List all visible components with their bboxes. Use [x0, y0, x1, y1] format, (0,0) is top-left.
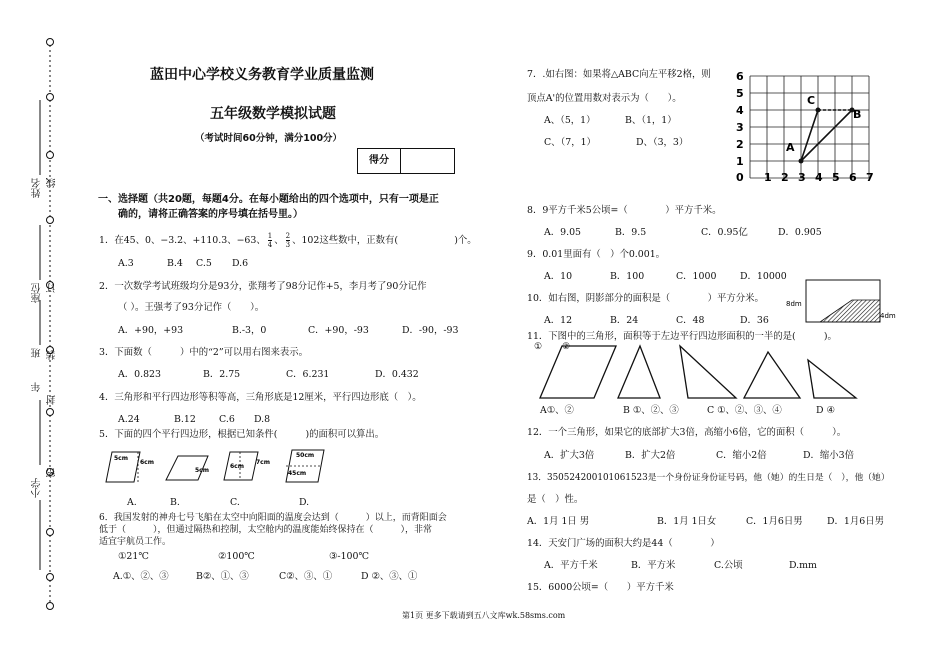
q9-option-b[interactable]: B．100 [610, 271, 645, 282]
q5-label: 5cm [114, 455, 128, 462]
section1-heading: 一、选择题（共20题，每题4分。在每小题给出的四个选项中，只有一项是正 [98, 194, 439, 205]
q11-option-b[interactable]: B ①、②、③ [623, 405, 679, 416]
school-title: 蓝田中心学校义务教育学业质量监测 [150, 67, 374, 83]
y-tick-label: 6 [736, 70, 744, 83]
q5-label: 7cm [256, 459, 270, 466]
x-tick-label: 2 [781, 171, 789, 184]
page-footer: 第1页 更多下载请到五八文库wk.58sms.com [402, 611, 566, 620]
q4-option-a[interactable]: A.24 [118, 414, 140, 425]
q10-option-d[interactable]: D．36 [740, 315, 769, 326]
q13-option-a[interactable]: A．1月 1日 男 [527, 516, 590, 527]
q3-option-a[interactable]: A．0.823 [118, 369, 161, 380]
q10-option-c[interactable]: C．48 [676, 315, 705, 326]
q2-option-c[interactable]: C．+90，-93 [308, 325, 369, 336]
q10-width-label: 4dm [880, 312, 896, 320]
q5-option-d[interactable]: D. [299, 497, 310, 508]
q6-choice-3: ③-100℃ [329, 551, 369, 562]
q8-option-c[interactable]: C．0.95亿 [701, 227, 748, 238]
q6-choice-1: ①21℃ [118, 551, 149, 562]
q10-option-b[interactable]: B．24 [610, 315, 639, 326]
q10-shaded-region [820, 300, 880, 322]
score-box [357, 148, 455, 174]
y-tick-label: 2 [736, 138, 744, 151]
x-tick-label: 1 [764, 171, 772, 184]
q7-coordinate-grid [728, 68, 878, 186]
q13-text: 13．350524200101061523是一个身份证身份证号码，他（她）的生日是（ ），他（她） [527, 473, 890, 483]
q6-option-c[interactable]: C②、③、① [279, 571, 333, 582]
q8-option-a[interactable]: A．9.05 [544, 227, 582, 238]
q14-option-b[interactable]: B．平方米 [631, 560, 676, 571]
q12-option-a[interactable]: A．扩大3倍 [544, 450, 595, 461]
q5-label: 6cm [230, 463, 244, 470]
q8-text: 8．9平方千米5公顷=（ ）平方千米。 [527, 205, 722, 216]
q5-label: 50cm [296, 452, 315, 459]
q4-option-b[interactable]: B.12 [174, 414, 196, 425]
q6-text-cont: 低于（ ），但通过隔热和控制，太空舱内的温度能始终保持在（ ），非常 [99, 525, 433, 535]
q7-text: 7．.如右图：如果将△ABC向左平移2格，则 [527, 69, 711, 80]
binding-hole [47, 94, 54, 101]
q12-option-b[interactable]: B．扩大2倍 [625, 450, 676, 461]
q1-option-a[interactable]: A.3 [118, 258, 134, 269]
q6-option-a[interactable]: A.①、②、③ [113, 571, 169, 582]
x-tick-label: 0 [736, 171, 744, 184]
score-field[interactable] [401, 149, 454, 173]
q11-shapes-figure [532, 338, 892, 406]
q6-choice-2: ②100℃ [218, 551, 255, 562]
q11-option-a[interactable]: A①、② [540, 405, 574, 416]
q6-option-b[interactable]: B②、①、③ [196, 571, 249, 582]
q11-label: ② [562, 342, 571, 352]
q1-option-d[interactable]: D.6 [232, 258, 249, 269]
q5-label: 5cm [195, 467, 209, 474]
q11-triangle-3 [744, 352, 800, 398]
ding-label: 订 [47, 283, 58, 293]
q11-parallelogram [540, 346, 616, 398]
q11-text: 11．下图中的三角形，面积等于左边平行四边形面积的一半的是( )。 [527, 331, 837, 342]
q14-option-d[interactable]: D.mm [789, 560, 817, 571]
q7-point-label-c: C [807, 94, 816, 107]
q9-text: 9．0.01里面有（ ）个0.001。 [527, 249, 666, 260]
q7-option-a[interactable]: A、（5，1） [544, 115, 596, 126]
x-tick-label: 4 [815, 171, 823, 184]
q11-option-c[interactable]: C ①、②、③、④ [707, 405, 782, 416]
q5-label: 6cm [140, 459, 154, 466]
q2-option-b[interactable]: B.-3，0 [232, 325, 267, 336]
q14-text: 14．天安门广场的面积大约是44（ ） [527, 538, 720, 549]
q14-option-a[interactable]: A．平方千米 [544, 560, 598, 571]
q5-text: 5．下面的四个平行四边形，根据已知条件( )的面积可以算出。 [99, 429, 385, 440]
q11-triangle-1 [618, 346, 660, 398]
q11-triangle-2 [680, 346, 736, 398]
score-label: 得分 [358, 149, 401, 173]
q5-option-a[interactable]: A. [127, 497, 137, 508]
section1-heading-cont: 确的，请将正确答案的序号填在括号里。） [118, 209, 303, 220]
y-tick-label: 4 [736, 104, 744, 117]
q13-text-cont: 是（ ）性。 [527, 494, 584, 505]
q2-text: 2．一次数学考试班级均分是93分，张翔考了98分记作+5，李月考了90分记作 [99, 281, 427, 292]
q7-point-c [816, 108, 821, 113]
q9-option-c[interactable]: C．1000 [676, 271, 717, 282]
q5-option-b[interactable]: B. [170, 497, 180, 508]
binding-hole [47, 529, 54, 536]
q3-text: 3．下面数（ ）中的“2”可以用右图来表示。 [99, 347, 309, 358]
q6-text: 6．我国发射的神舟七号飞船在太空中向阳面的温度会达到（ ）以上，而背阳面会 [99, 513, 447, 523]
x-tick-label: 7 [866, 171, 874, 184]
q10-height-label: 8dm [786, 300, 802, 308]
zhuang-label: 装 [47, 350, 58, 360]
q1-option-c[interactable]: C.5 [196, 258, 212, 269]
q12-text: 12．一个三角形，如果它的底部扩大3倍，高缩小6倍，它的面积（ ）。 [527, 427, 847, 438]
q4-text: 4．三角形和平行四边形等积等高，三角形底是12厘米，平行四边形底（ ）。 [99, 392, 422, 403]
q2-option-a[interactable]: A．+90，+93 [118, 325, 184, 336]
exam-info: （考试时间60分钟，满分100分） [195, 133, 343, 144]
q2-text-cont: （ ）。王强考了93分记作（ ）。 [118, 302, 265, 313]
q10-option-a[interactable]: A．12 [544, 315, 573, 326]
q4-option-c[interactable]: C.6 [219, 414, 235, 425]
q9-option-d[interactable]: D．10000 [740, 271, 787, 282]
q3-option-d[interactable]: D．0.432 [375, 369, 419, 380]
binding-hole [47, 409, 54, 416]
binding-hole [47, 574, 54, 581]
y-tick-label: 3 [736, 121, 744, 134]
q12-option-d[interactable]: D．缩小3倍 [803, 450, 854, 461]
q5-label: 45cm [288, 470, 307, 477]
q6-option-d[interactable]: D ②、③、① [361, 571, 418, 582]
binding-hole [47, 39, 54, 46]
q12-option-c[interactable]: C．缩小2倍 [716, 450, 767, 461]
q10-text: 10．如右图，阴影部分的面积是（ ）平方分米。 [527, 293, 764, 304]
q9-option-a[interactable]: A．10 [544, 271, 573, 282]
q7-point-label-b: B [853, 108, 862, 121]
q1-text: 1．在45、0、−3.2、+110.3、−63、 $\frac{1}{4}$ 、 $\frac{2}{3}$ 、102这些数中，正数有( )个。 [99, 232, 477, 249]
q2-option-d[interactable]: D．-90，-93 [402, 325, 459, 336]
grade-label: 年 [32, 382, 43, 392]
q1-option-b[interactable]: B.4 [167, 258, 183, 269]
name-label: 姓名 [32, 178, 43, 198]
q14-option-c[interactable]: C.公顷 [714, 560, 743, 571]
x-tick-label: 6 [849, 171, 857, 184]
q13-option-b[interactable]: B．1月 1日女 [657, 516, 717, 527]
q10-shaded-figure [784, 276, 904, 328]
q13-option-d[interactable]: D．1月6日男 [827, 516, 884, 527]
mi-label: 密 [47, 468, 58, 478]
binding-hole [47, 152, 54, 159]
q6-text-cont2: 适宜宇航员工作。 [99, 537, 172, 547]
q5-option-c[interactable]: C. [230, 497, 240, 508]
seat-label: 座位 [32, 283, 43, 303]
q8-option-d[interactable]: D．0.905 [778, 227, 822, 238]
feng-label: 封 [47, 395, 58, 405]
x-tick-label: 5 [832, 171, 840, 184]
q11-option-d[interactable]: D ④ [816, 405, 835, 416]
y-tick-label: 5 [736, 87, 744, 100]
q11-triangle-4 [808, 360, 856, 398]
q7-option-b[interactable]: B、（1，1） [625, 115, 677, 126]
q11-label: ① [534, 342, 543, 352]
q7-point-a [799, 159, 804, 164]
q4-option-d[interactable]: D.8 [254, 414, 271, 425]
q7-point-label-a: A [786, 141, 795, 154]
binding-strip [0, 0, 80, 658]
q15-text: 15．6000公顷=（ ）平方千米 [527, 582, 674, 593]
exam-title: 五年级数学模拟试题 [210, 106, 336, 122]
school-label: 小学 [32, 478, 43, 498]
q7-text-cont: 顶点A'的位置用数对表示为（ ）。 [527, 93, 682, 104]
line-label: 线 [47, 178, 58, 188]
q13-option-c[interactable]: C．1月6日男 [746, 516, 803, 527]
q7-option-c[interactable]: C、（7，1） [544, 137, 596, 148]
q3-option-b[interactable]: B．2.75 [203, 369, 241, 380]
q8-option-b[interactable]: B．9.5 [615, 227, 647, 238]
x-tick-label: 3 [798, 171, 806, 184]
q7-triangle-side-ab [801, 110, 852, 161]
class-label: 班 [32, 348, 43, 358]
binding-dotted-line [0, 0, 80, 658]
q3-option-c[interactable]: C．6.231 [286, 369, 330, 380]
q5-parallelograms-figure [100, 442, 340, 494]
binding-hole [47, 603, 54, 610]
binding-hole [47, 217, 54, 224]
y-tick-label: 1 [736, 155, 744, 168]
q7-option-d[interactable]: D、（3，3） [636, 137, 689, 148]
